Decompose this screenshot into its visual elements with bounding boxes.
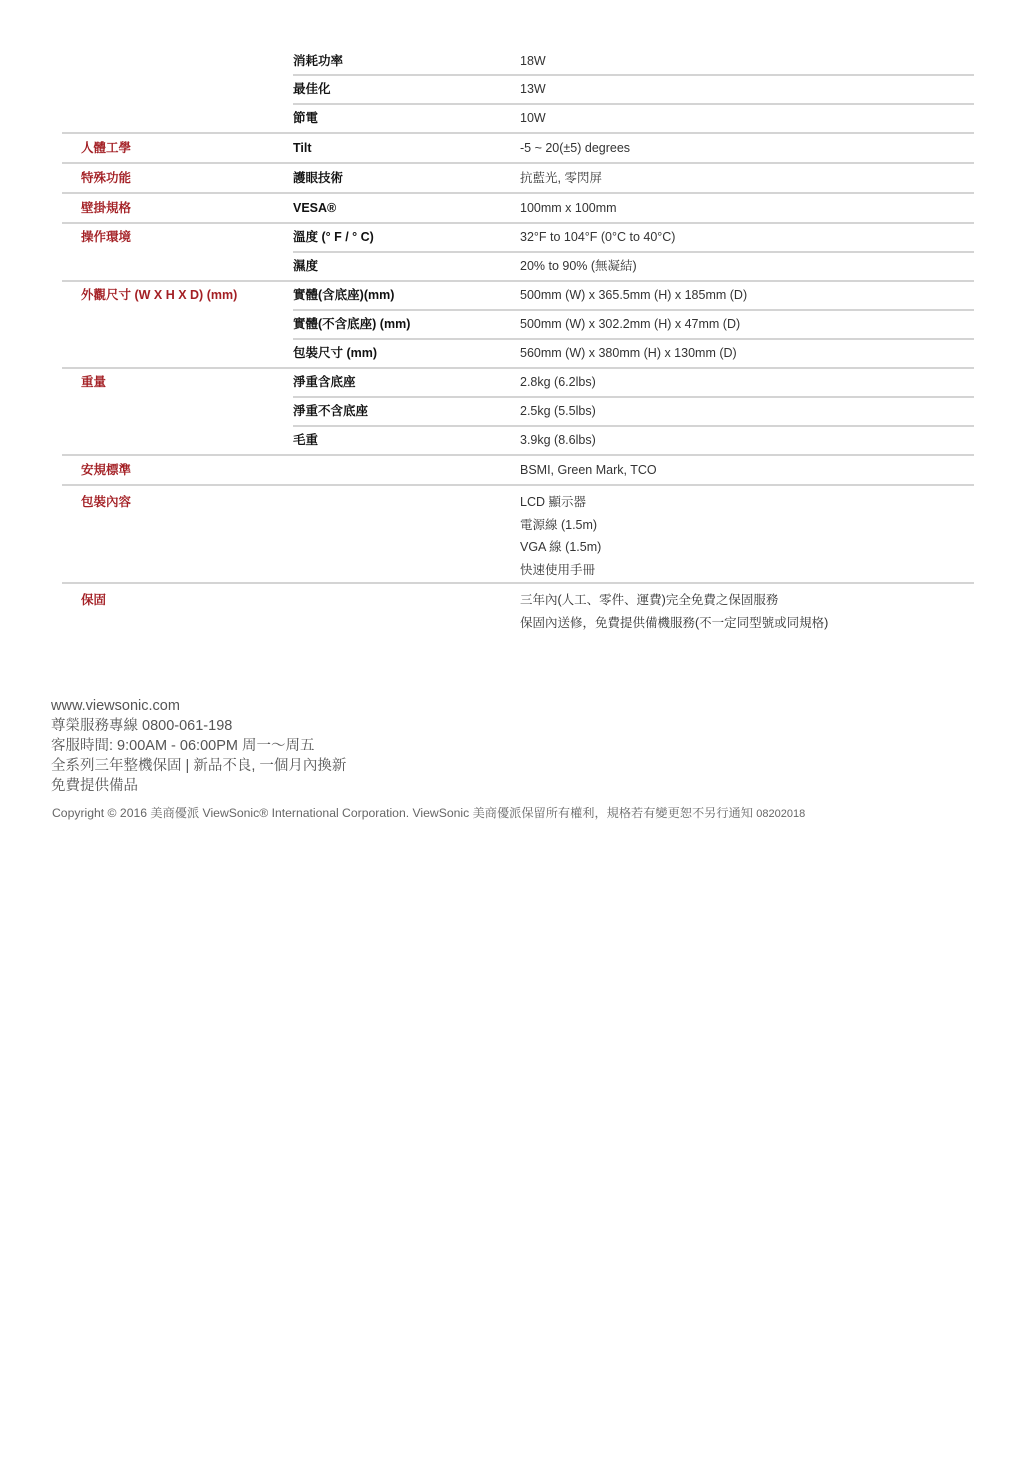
footer-warranty: 全系列三年整機保固 | 新品不良, 一個月內換新	[51, 758, 347, 774]
spec-name: Tilt	[293, 141, 312, 155]
spec-name: 濕度	[293, 259, 319, 273]
spec-row	[293, 164, 974, 192]
spec-value: 500mm (W) x 302.2mm (H) x 47mm (D)	[520, 317, 741, 331]
spec-name: 淨重不含底座	[293, 404, 369, 418]
spec-group	[62, 194, 974, 224]
footer-hotline: 尊榮服務專線 0800-061-198	[51, 718, 233, 734]
spec-row	[293, 76, 974, 105]
spec-group	[62, 282, 974, 369]
spec-row	[293, 224, 974, 253]
spec-category: 壁掛規格	[81, 201, 132, 215]
spec-value: 電源線 (1.5m)	[520, 517, 598, 532]
spec-name: VESA®	[293, 201, 337, 215]
spec-row	[293, 253, 974, 280]
spec-value: 13W	[520, 82, 546, 96]
spec-row	[293, 134, 974, 162]
spec-name: 淨重含底座	[293, 375, 356, 389]
copyright-line	[52, 804, 805, 821]
spec-value: 20% to 90% (無凝結)	[520, 259, 637, 273]
spec-category	[62, 48, 293, 132]
doc-code: 08202018	[756, 808, 806, 820]
spec-name: 實體(不含底座) (mm)	[293, 317, 411, 331]
spec-name	[293, 584, 520, 634]
spec-group	[62, 48, 974, 134]
spec-category: 外觀尺寸 (W X H X D) (mm)	[81, 288, 238, 302]
spec-name: 毛重	[293, 433, 319, 447]
spec-row	[293, 48, 974, 76]
spec-name	[293, 456, 520, 484]
spec-value: 18W	[520, 54, 546, 68]
spec-value: 2.8kg (6.2lbs)	[520, 375, 596, 389]
spec-row	[293, 105, 974, 132]
spec-value: LCD 顯示器	[520, 495, 586, 509]
spec-value: 2.5kg (5.5lbs)	[520, 404, 596, 418]
spec-category: 操作環境	[81, 230, 132, 244]
copyright-text: Copyright © 2016 美商優派 ViewSonic® International Corporation. ViewSonic 美商優派保留所有權利，規格若有變更恕不另行通知	[52, 806, 753, 820]
spec-category: 包裝內容	[81, 495, 132, 509]
spec-group	[62, 224, 974, 282]
spec-name: 包裝尺寸 (mm)	[293, 346, 378, 360]
spec-row	[293, 282, 974, 311]
spec-value: -5 ~ 20(±5) degrees	[520, 141, 631, 155]
spec-value: 560mm (W) x 380mm (H) x 130mm (D)	[520, 346, 737, 360]
spec-group	[62, 584, 974, 634]
spec-group	[62, 164, 974, 194]
spec-row	[293, 311, 974, 340]
spec-value: 3.9kg (8.6lbs)	[520, 433, 596, 447]
spec-value: 10W	[520, 111, 546, 125]
footer-spare: 免費提供備品	[51, 778, 138, 794]
spec-value: 100mm x 100mm	[520, 201, 617, 215]
spec-row	[293, 427, 974, 454]
spec-value: 抗藍光, 零閃屏	[520, 171, 602, 185]
spec-row	[293, 486, 974, 582]
spec-name: 護眼技術	[293, 171, 344, 185]
spec-row	[293, 340, 974, 367]
spec-value: 快速使用手冊	[520, 562, 596, 577]
spec-group	[62, 456, 974, 486]
spec-value: 三年內(人工、零件、運費)完全免費之保固服務	[520, 593, 779, 607]
spec-name: 實體(含底座)(mm)	[293, 288, 395, 302]
spec-row	[293, 369, 974, 398]
spec-row	[293, 584, 974, 634]
spec-category: 保固	[81, 593, 107, 607]
spec-category: 安規標準	[81, 463, 132, 477]
spec-name: 消耗功率	[293, 54, 344, 68]
spec-group	[62, 486, 974, 584]
spec-value: BSMI, Green Mark, TCO	[520, 463, 657, 477]
spec-row	[293, 398, 974, 427]
footer-contact	[51, 696, 346, 796]
footer-website[interactable]: www.viewsonic.com	[51, 698, 180, 714]
spec-value: 500mm (W) x 365.5mm (H) x 185mm (D)	[520, 288, 748, 302]
spec-group	[62, 369, 974, 456]
spec-category: 特殊功能	[81, 171, 132, 185]
spec-value: VGA 線 (1.5m)	[520, 540, 602, 554]
spec-name	[293, 486, 520, 582]
spec-category: 重量	[81, 375, 107, 389]
spec-value: 保固內送修，免費提供備機服務(不一定同型號或同規格)	[520, 615, 829, 630]
spec-row	[293, 456, 974, 484]
spec-name: 最佳化	[293, 82, 331, 96]
spec-name: 節電	[293, 111, 319, 125]
spec-table	[62, 48, 974, 634]
spec-value: 32°F to 104°F (0°C to 40°C)	[520, 230, 676, 244]
spec-category: 人體工學	[81, 141, 132, 155]
footer-hours: 客服時間: 9:00AM - 06:00PM 周一〜周五	[51, 738, 315, 754]
spec-group	[62, 134, 974, 164]
spec-row	[293, 194, 974, 222]
spec-name: 溫度 (° F / ° C)	[293, 230, 374, 244]
